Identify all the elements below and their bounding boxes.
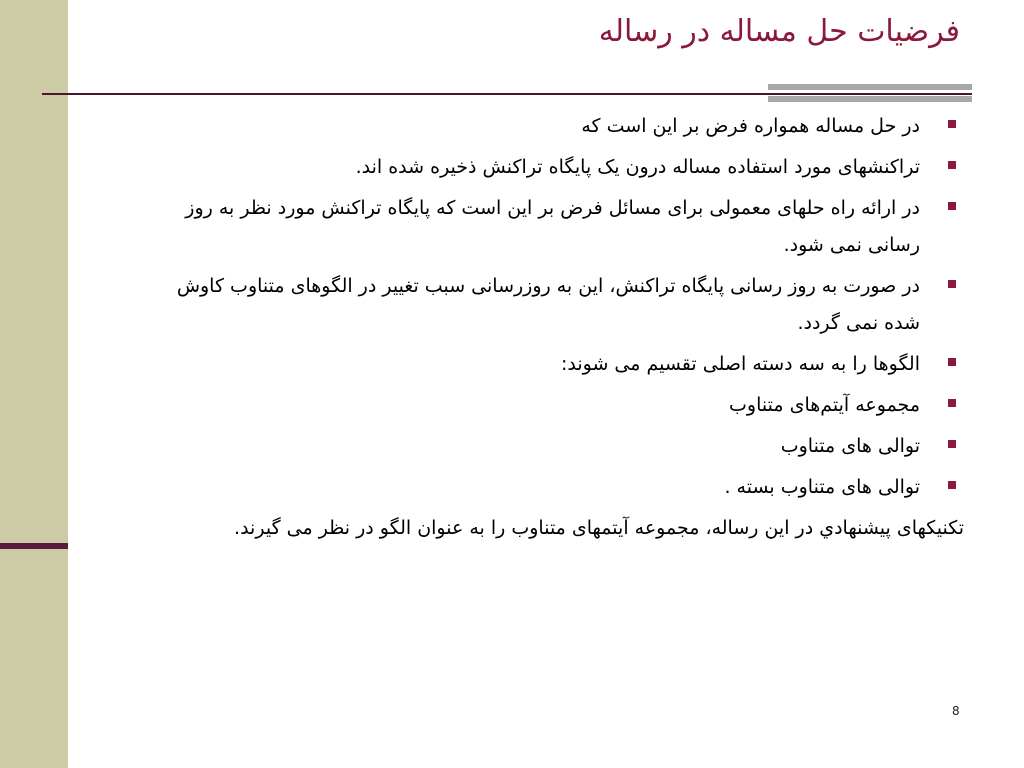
sub-bullet-item	[136, 190, 956, 264]
slide-body	[136, 108, 964, 551]
left-accent-stripe	[0, 543, 68, 549]
slide-title: فرضیات حل مساله در رساله	[598, 14, 960, 49]
sub-bullet-item	[136, 428, 956, 465]
square-bullet-icon	[948, 399, 956, 407]
bullet-text: توالی های متناوب بسته .	[724, 476, 920, 498]
square-bullet-icon	[948, 161, 956, 169]
bullet-text: در حل مساله همواره فرض بر این است که	[581, 115, 920, 137]
square-bullet-icon	[948, 280, 956, 288]
bullet-text: مجموعه آیتم‌های متناوب	[729, 394, 920, 416]
square-bullet-icon	[948, 120, 956, 128]
bullet-item	[136, 346, 956, 383]
sub-bullet-item	[136, 149, 956, 186]
square-bullet-icon	[948, 440, 956, 448]
bullet-text: الگوها را به سه دسته اصلی تقسیم می شوند:	[560, 353, 920, 375]
title-accent-stripe-top	[768, 84, 972, 90]
sub-bullet-item	[136, 387, 956, 424]
title-divider	[42, 93, 972, 95]
square-bullet-icon	[948, 202, 956, 210]
bullet-text: در ارائه راه حلهای معمولی برای مسائل فرض بر این است که پایگاه تراکنش مورد نظر به روز رسانی نمی شود.	[185, 197, 920, 256]
sub-bullet-item	[136, 268, 956, 342]
square-bullet-icon	[948, 481, 956, 489]
bullet-text: تراکنشهای مورد استفاده مساله درون یک پایگاه تراکنش ذخیره شده اند.	[355, 156, 920, 178]
closing-paragraph	[136, 510, 964, 547]
left-decor-bar	[0, 0, 68, 768]
page-number: 8	[952, 704, 960, 718]
square-bullet-icon	[948, 358, 956, 366]
sub-bullet-item	[136, 469, 956, 506]
bullet-text: در صورت به روز رسانی پایگاه تراکنش، این به روزرسانی سبب تغییر در الگوهای متناوب کاوش شده نمی گردد.	[176, 275, 920, 334]
bullet-item	[136, 108, 956, 145]
bullet-text: توالی های متناوب	[780, 435, 920, 457]
closing-text: تکنیکهای پیشنهادي در این رساله، مجموعه آیتمهای متناوب را به عنوان الگو در نظر می گیرند.	[234, 517, 964, 539]
title-accent-stripe-bottom	[768, 96, 972, 102]
